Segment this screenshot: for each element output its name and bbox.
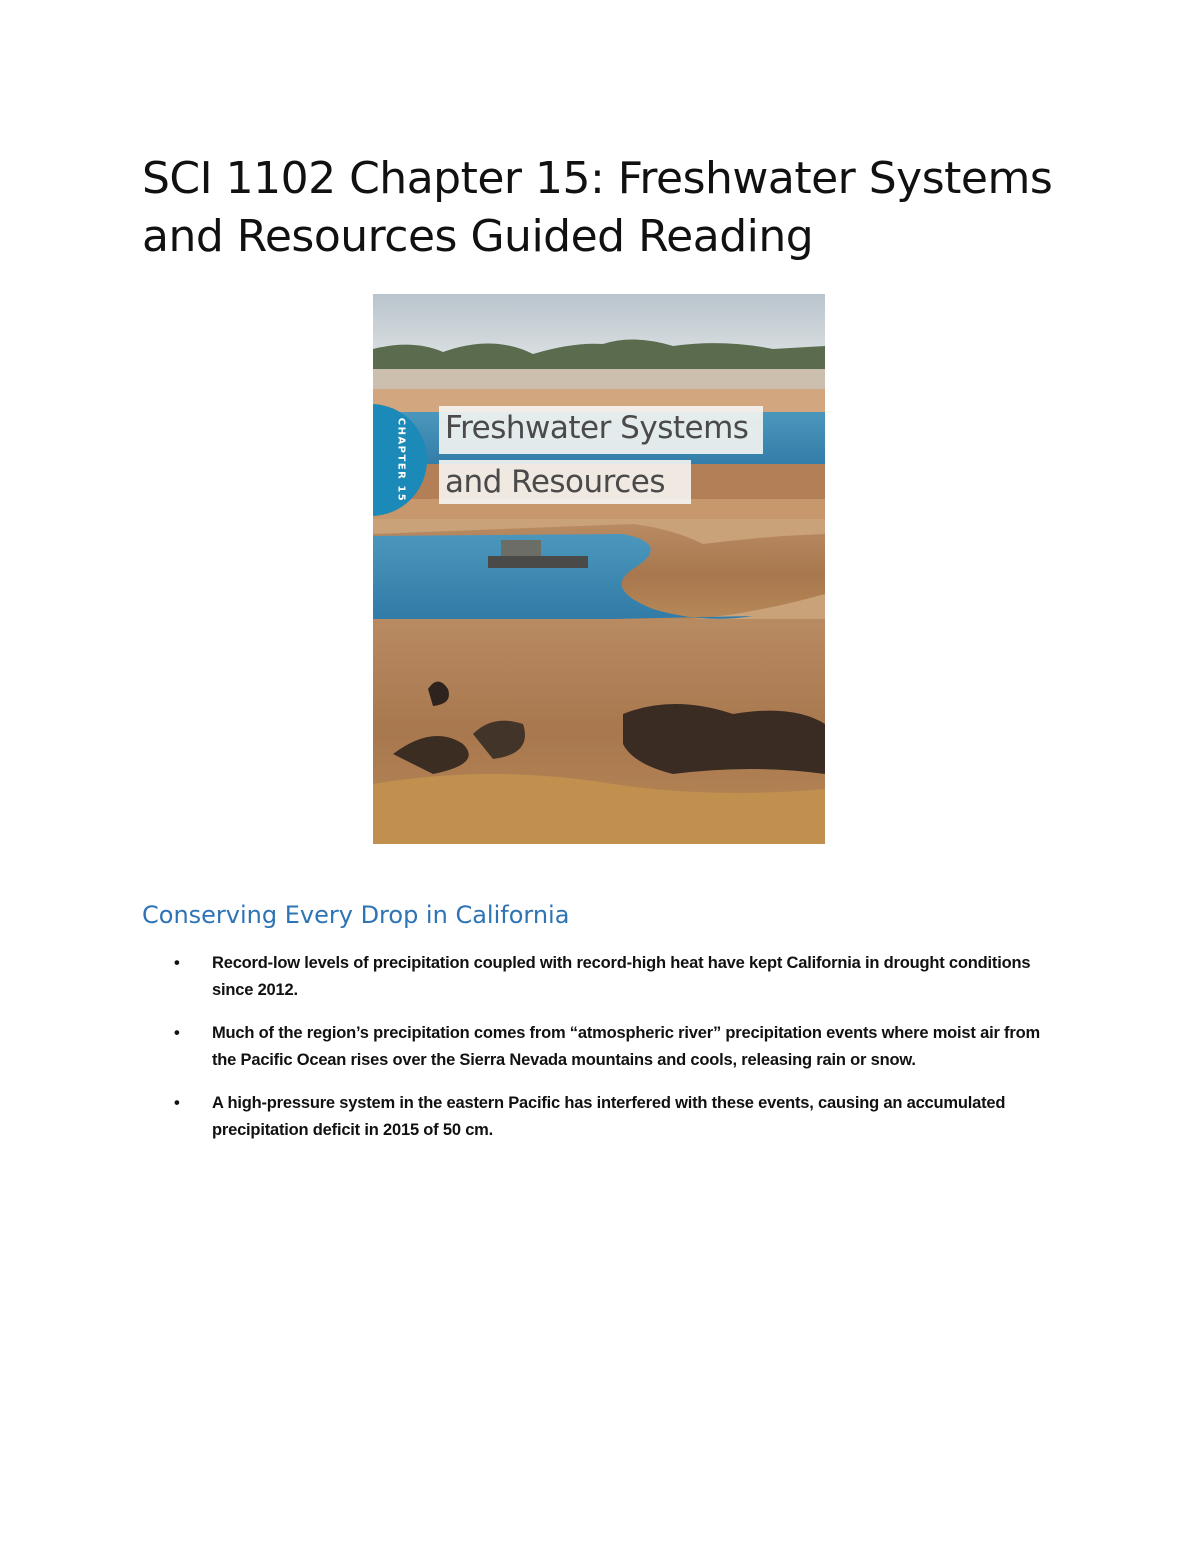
- section-heading: Conserving Every Drop in California: [142, 901, 570, 929]
- bullet-item: [168, 1090, 1068, 1144]
- bullet-text: Much of the region’s precipitation comes from “atmospheric river” precipitation events where moist air from the Pacific Ocean rises over the Sierra Nevada mountains and cools, releasing rain or snow.: [212, 1024, 1040, 1069]
- bullet-dot-icon: •: [174, 954, 180, 972]
- badge-text: CHAPTER 15: [395, 417, 407, 503]
- bullet-text: Record-low levels of precipitation coupled with record-high heat have kept California in drought conditions since 2012.: [212, 954, 1031, 999]
- cover-title-line-1: Freshwater Systems: [439, 406, 763, 454]
- chapter-cover-image: [373, 294, 825, 844]
- chapter-badge: [373, 404, 435, 516]
- bullet-item: [168, 1020, 1068, 1074]
- bullet-list: [168, 950, 1068, 1160]
- bullet-dot-icon: •: [174, 1024, 180, 1042]
- cover-photo: [373, 294, 825, 844]
- bullet-text: A high-pressure system in the eastern Pacific has interfered with these events, causing an accumulated precipitation deficit in 2015 of 50 cm.: [212, 1094, 1006, 1139]
- bullet-item: [168, 950, 1068, 1004]
- bullet-dot-icon: •: [174, 1094, 180, 1112]
- page-title: SCI 1102 Chapter 15: Freshwater Systems and Resources Guided Reading: [142, 153, 1053, 262]
- cover-title-line-2: and Resources: [439, 460, 691, 504]
